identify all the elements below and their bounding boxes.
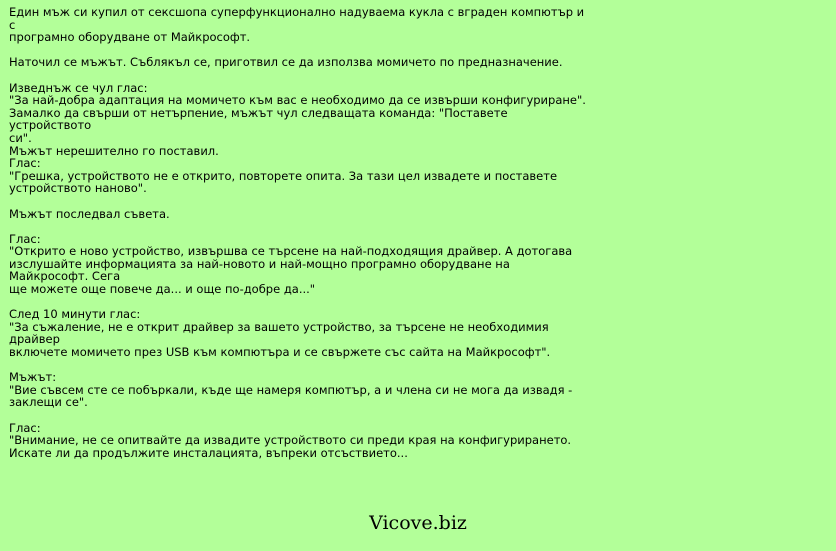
text-line: изслушайте информацията за най-новото и най-мощно програмно оборудване на Майкрософт. Сега — [9, 256, 510, 284]
text-line: Наточил се мъжът. Съблякъл се, приготвил се да използва момичето по предназначение. — [9, 55, 563, 70]
text-line: Искате ли да продължите инсталацията, въпреки отсъствието... — [9, 445, 408, 460]
text-line: "За най-добра адаптация на момичето към вас е необходимо да се извърши конфигуриране". — [9, 93, 586, 108]
text-line: устройството наново". — [9, 181, 147, 196]
paragraph-2 — [9, 56, 589, 69]
text-line: Глас: — [9, 231, 41, 246]
text-line: включете момичето през USB към компютъра и се свържете със сайта на Майкрософт". — [9, 345, 551, 360]
text-line: "Грешка, устройството не е открито, повторете опита. За тази цел извадете и поставете — [9, 168, 558, 183]
paragraph-4 — [9, 208, 589, 221]
paragraph-3 — [9, 82, 589, 195]
paragraph-5 — [9, 233, 589, 296]
text-line: Замалко да свърши от нетърпение, мъжът чул следващата команда: "Поставете устройството — [9, 105, 508, 133]
joke-text — [9, 6, 589, 472]
text-line: си". — [9, 130, 32, 145]
text-line: "За съжаление, не е открит драйвер за вашето устройство, за търсене не необходимия драйвер — [9, 319, 549, 347]
text-line: "Вие съвсем сте се побъркали, къде ще намеря компютър, а и члена си не мога да извадя - — [9, 382, 573, 397]
text-line: ще можете още повече да... и още по-добре да..." — [9, 282, 316, 297]
text-line: Изведнъж се чул глас: — [9, 80, 148, 95]
text-line: Мъжът: — [9, 370, 57, 385]
text-line: След 10 минути глас: — [9, 307, 141, 322]
text-line: Един мъж си купил от сексшопа суперфункционално надуваема кукла с вграден компютър и с — [9, 5, 585, 32]
paragraph-6 — [9, 308, 589, 358]
text-line: заклещи се". — [9, 395, 88, 410]
site-footer — [0, 512, 836, 534]
text-line: Мъжът нерешително го поставил. — [9, 143, 219, 158]
text-line: Глас: — [9, 420, 41, 435]
text-line: "Внимание, не се опитвайте да извадите устройството си преди края на конфигурирането. — [9, 433, 572, 448]
text-line: Мъжът последвал съвета. — [9, 206, 170, 221]
text-line: "Открито е ново устройство, извършва се търсене на най-подходящия драйвер. А дотогава — [9, 244, 573, 259]
site-name: Vicove.biz — [369, 512, 467, 534]
paragraph-7 — [9, 371, 589, 409]
text-line: програмно оборудване от Майкрософт. — [9, 30, 251, 45]
text-line: Глас: — [9, 156, 41, 171]
paragraph-8 — [9, 422, 589, 460]
paragraph-1 — [9, 6, 589, 44]
